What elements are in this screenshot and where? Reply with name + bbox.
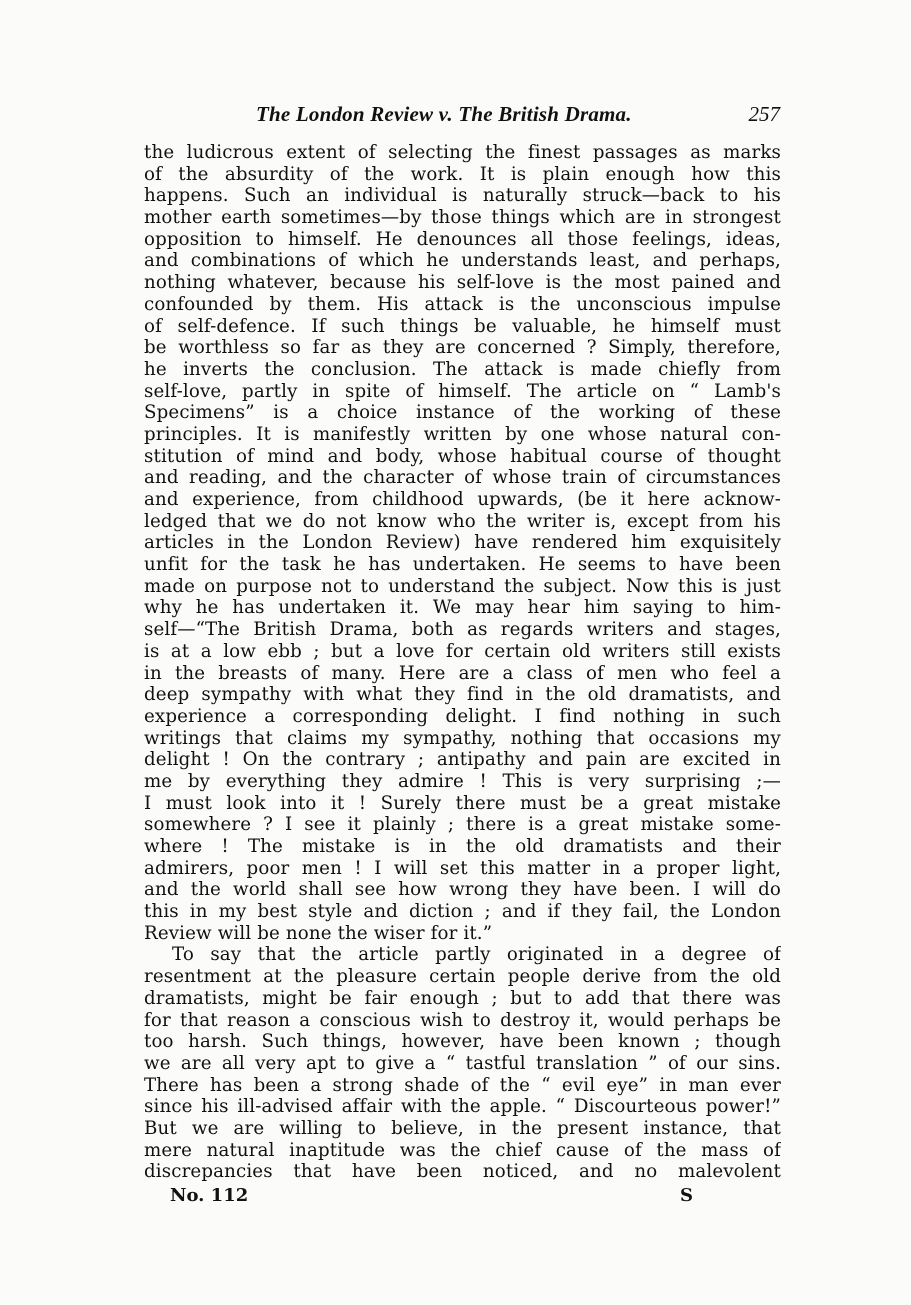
text-line: Review will be none the wiser for it.” [144, 922, 493, 944]
text-line: he inverts the conclusion. The attack is made chiefly from [144, 358, 781, 380]
text-line: somewhere ? I see it plainly ; there is a great mistake some- [144, 814, 781, 836]
text-line: for that reason a conscious wish to destroy it, would perhaps be [144, 1009, 781, 1031]
text-line: ledged that we do not know who the writer is, except from his [144, 510, 781, 532]
text-line: and the world shall see how wrong they have been. I will do [144, 879, 781, 901]
text-line: we are all very apt to give a “ tastful translation ” of our sins. [144, 1052, 781, 1074]
text-line: of the absurdity of the work. It is plain enough how this [144, 163, 781, 185]
text-line: mere natural inaptitude was the chief cause of the mass of [144, 1139, 781, 1161]
text-line: principles. It is manifestly written by one whose natural con- [144, 423, 781, 445]
text-line: confounded by them. His attack is the unconscious impulse [144, 293, 781, 315]
page-header [144, 102, 784, 130]
text-line: nothing whatever, because his self-love is the most pained and [144, 272, 781, 294]
text-line: opposition to himself. He denounces all those feelings, ideas, [144, 228, 781, 250]
text-line: too harsh. Such things, however, have been known ; though [144, 1031, 781, 1053]
text-line: since his ill-advised affair with the apple. “ Discourteous power!” [144, 1096, 781, 1118]
text-line: be worthless so far as they are concerned ? Simply, therefore, [144, 337, 781, 359]
text-line: why he has undertaken it. We may hear him saying to him- [144, 597, 781, 619]
page-number: 257 [748, 102, 780, 126]
text-line: delight ! On the contrary ; antipathy and pain are excited in [144, 749, 781, 771]
text-line: this in my best style and diction ; and if they fail, the London [144, 901, 781, 923]
text-line: is at a low ebb ; but a love for certain old writers still exists [144, 640, 781, 662]
text-line: Specimens” is a choice instance of the working of these [144, 402, 781, 424]
text-line: But we are willing to believe, in the present instance, that [144, 1117, 781, 1139]
text-line: and experience, from childhood upwards, (be it here acknow- [144, 489, 781, 510]
text-line: in the breasts of many. Here are a class of men who feel a [144, 662, 781, 684]
running-head: The London Review v. The British Drama. [256, 102, 632, 126]
text-line: articles in the London Review) have rendered him exquisitely [144, 532, 781, 554]
signature-number: No. 112 [170, 1185, 249, 1206]
text-line: writings that claims my sympathy, nothing that occasions my [144, 727, 781, 749]
text-line: of self-defence. If such things be valuable, he himself must [144, 315, 781, 337]
text-line: happens. Such an individual is naturally struck—back to his [144, 185, 781, 207]
page-footer [170, 1185, 693, 1211]
text-line: the ludicrous extent of selecting the finest passages as marks [144, 142, 781, 163]
text-line: experience a corresponding delight. I find nothing in such [144, 705, 781, 727]
signature-letter: S [680, 1185, 693, 1206]
text-line: I must look into it ! Surely there must be a great mistake [144, 792, 781, 814]
text-line: me by everything they admire ! This is very surprising ;— [144, 770, 781, 792]
text-line: resentment at the pleasure certain people derive from the old [144, 966, 781, 988]
text-line: and reading, and the character of whose train of circumstances [144, 467, 781, 489]
text-line: where ! The mistake is in the old dramatists and their [144, 836, 781, 857]
text-line: mother earth sometimes—by those things which are in strongest [144, 207, 781, 229]
body-text [144, 142, 781, 1183]
text-line: unfit for the task he has undertaken. He seems to have been [144, 554, 781, 576]
text-line: self—“The British Drama, both as regards writers and stages, [144, 619, 781, 641]
text-line: discrepancies that have been noticed, and no malevolent [144, 1161, 781, 1183]
text-line: admirers, poor men ! I will set this matter in a proper light, [144, 857, 781, 879]
text-line: To say that the article partly originated in a degree of [172, 944, 781, 966]
text-line: and combinations of which he understands least, and perhaps, [144, 250, 781, 272]
text-line: There has been a strong shade of the “ evil eye” in man ever [144, 1074, 781, 1096]
text-line: dramatists, might be fair enough ; but to add that there was [144, 987, 781, 1009]
text-line: self-love, partly in spite of himself. The article on “ Lamb's [144, 380, 781, 402]
text-line: made on purpose not to understand the subject. Now this is just [144, 575, 781, 597]
text-line: deep sympathy with what they find in the old dramatists, and [144, 684, 781, 706]
text-line: stitution of mind and body, whose habitual course of thought [144, 445, 781, 467]
